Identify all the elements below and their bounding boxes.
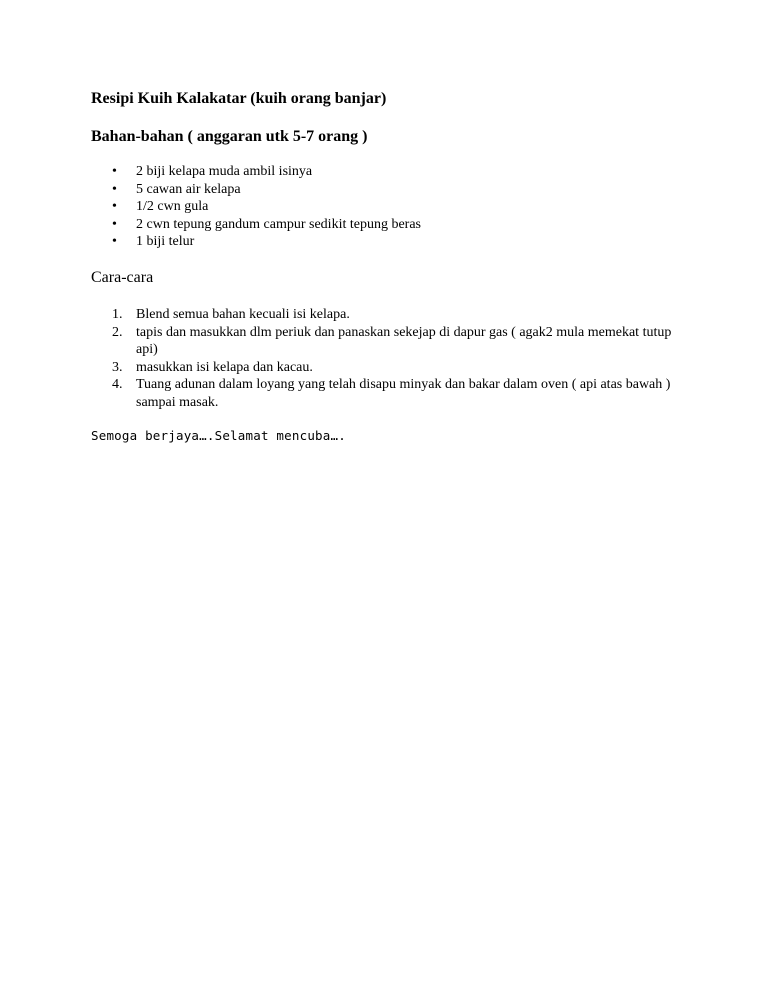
bullet-icon: • (112, 181, 117, 197)
recipe-title: Resipi Kuih Kalakatar (kuih orang banjar) (91, 90, 387, 107)
ingredient-item (91, 198, 421, 216)
step-number: 3. (112, 359, 123, 375)
ingredient-text: 2 biji kelapa muda ambil isinya (136, 164, 313, 179)
ingredient-text: 2 cwn tepung gandum campur sedikit tepung beras (136, 216, 421, 232)
step-text: masukkan isi kelapa dan kacau. (136, 359, 313, 375)
step-text: Blend semua bahan kecuali isi kelapa. (136, 307, 350, 322)
ingredient-text: 5 cawan air kelapa (136, 181, 241, 197)
bullet-icon: • (112, 234, 117, 249)
ingredient-item (91, 181, 421, 199)
step-number: 4. (112, 377, 123, 392)
bullet-icon: • (112, 164, 117, 179)
step-item (91, 324, 691, 359)
ingredient-text: 1/2 cwn gula (136, 199, 209, 214)
ingredients-heading: Bahan-bahan ( anggaran utk 5-7 orang ) (91, 128, 368, 145)
ingredient-item (91, 163, 421, 181)
step-text: tapis dan masukkan dlm periuk dan panaskan sekejap di dapur gas ( agak2 mula memekat tutup api) (136, 324, 672, 357)
step-item (91, 306, 691, 324)
bullet-icon: • (112, 216, 117, 232)
bullet-icon: • (112, 199, 117, 214)
closing-message: Semoga berjaya….Selamat mencuba…. (91, 428, 346, 443)
ingredient-item (91, 233, 421, 251)
method-heading: Cara-cara (91, 269, 154, 286)
ingredient-text: 1 biji telur (136, 234, 195, 249)
step-text: Tuang adunan dalam loyang yang telah disapu minyak dan bakar dalam oven ( api atas bawah ) sampai masak. (136, 377, 671, 410)
steps-list (91, 306, 691, 411)
ingredient-item (91, 216, 421, 234)
ingredients-list (91, 163, 421, 251)
step-item (91, 376, 691, 411)
step-number: 2. (112, 324, 123, 340)
step-number: 1. (112, 307, 123, 322)
step-item (91, 359, 691, 377)
